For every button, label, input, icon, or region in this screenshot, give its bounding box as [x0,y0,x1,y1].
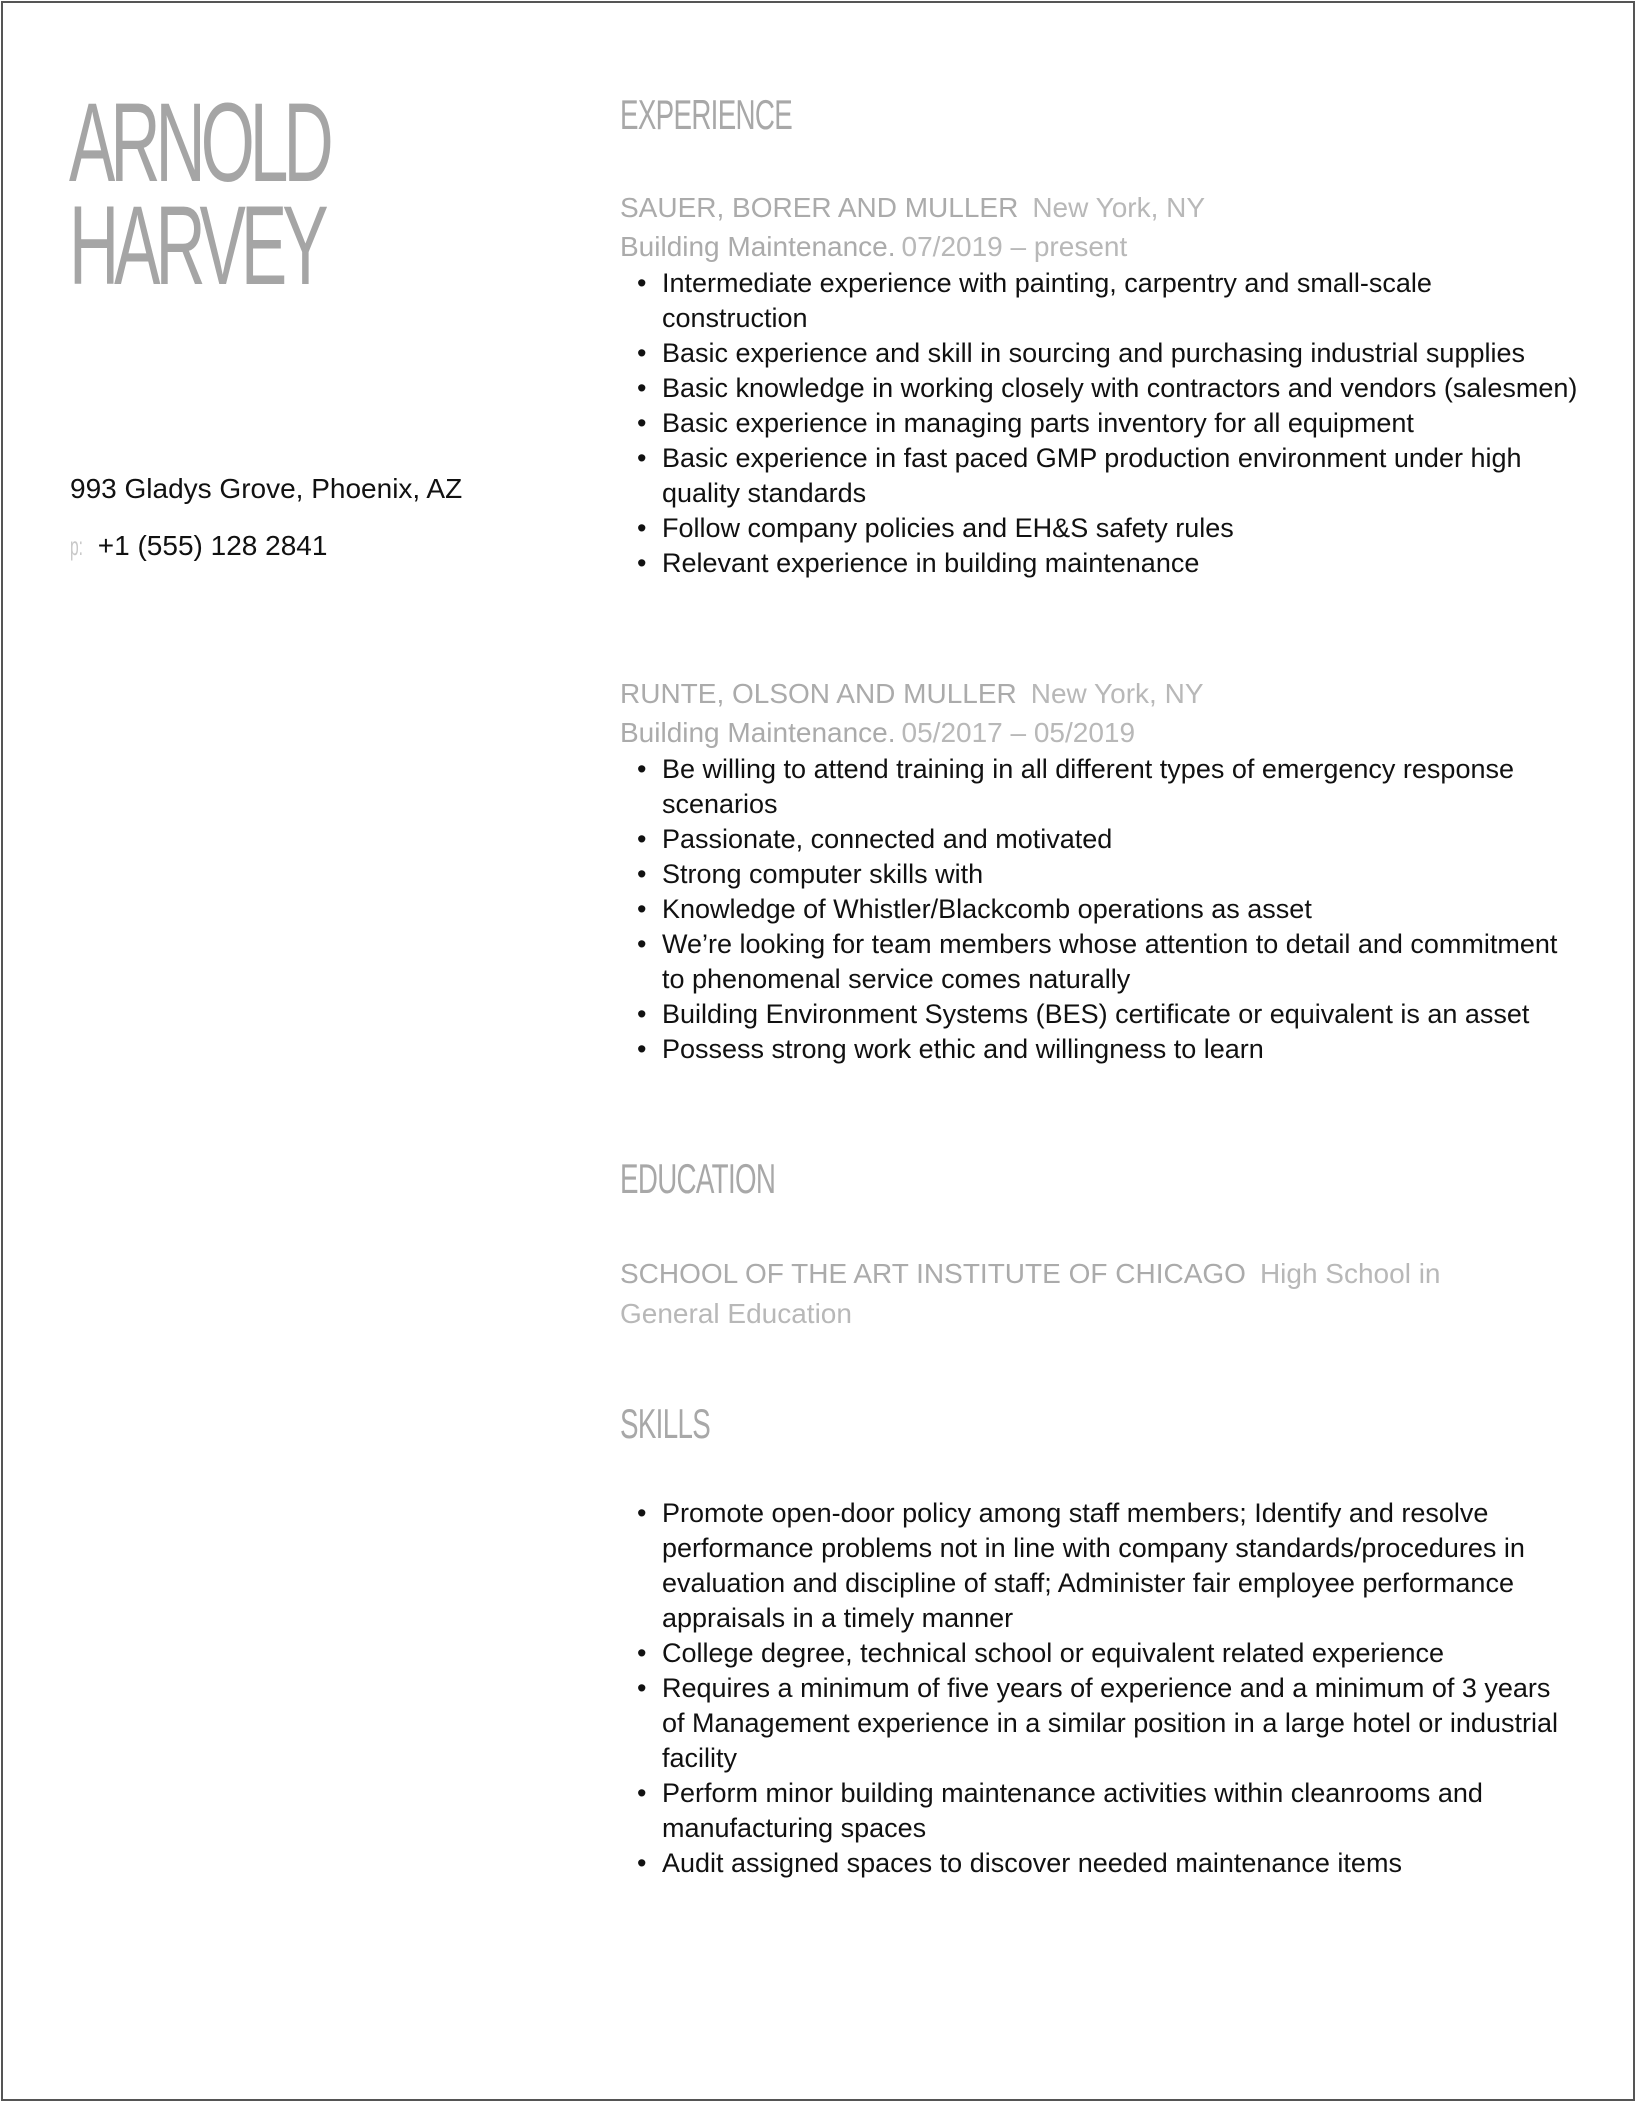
list-item: • Basic knowledge in working closely with contractors and vendors (salesmen) [620,371,1580,406]
skills-heading: SKILLS [620,1400,711,1447]
list-item: • Promote open-door policy among staff members; Identify and resolve performance problems not in line with company standards/procedures in evaluation and discipline of staff; Administer fair employee performance appraisals in a timely manner [620,1496,1580,1636]
list-item: • Basic experience in fast paced GMP production environment under high quality standards [620,441,1580,511]
list-item: • Perform minor building maintenance activities within cleanrooms and manufacturing spaces [620,1776,1580,1846]
list-item: • Basic experience and skill in sourcing and purchasing industrial supplies [620,336,1580,371]
job-header [620,188,1580,227]
resume-page [1,1,1635,2101]
job-company: SAUER, BORER AND MULLER [620,192,1019,223]
contact-address: 993 Gladys Grove, Phoenix, AZ [70,473,463,504]
phone-label: p: [70,531,84,561]
list-item: • Possess strong work ethic and willingness to learn [620,1032,1580,1067]
list-item: • Audit assigned spaces to discover needed maintenance items [620,1846,1580,1881]
job-location: New York, NY [1030,678,1204,709]
list-item: • We’re looking for team members whose attention to detail and commitment to phenomenal service comes naturally [620,927,1580,997]
job-role-line [620,713,1580,752]
first-name: ARNOLD [69,80,329,205]
skills-entry [620,1496,1580,1881]
job-bullets [620,752,1580,1067]
job-company: RUNTE, OLSON AND MULLER [620,678,1017,709]
education-school: SCHOOL OF THE ART INSTITUTE OF CHICAGO [620,1258,1246,1289]
list-item: • Be willing to attend training in all different types of emergency response scenarios [620,752,1580,822]
job-header [620,674,1580,713]
list-item: • Building Environment Systems (BES) certificate or equivalent is an asset [620,997,1580,1032]
job-role: Building Maintenance. [620,717,896,748]
list-item: • Strong computer skills with [620,857,1580,892]
list-item: • Knowledge of Whistler/Blackcomb operations as asset [620,892,1580,927]
list-item: • Intermediate experience with painting, carpentry and small-scale construction [620,266,1580,336]
list-item: • Follow company policies and EH&S safety rules [620,511,1580,546]
list-item: • Basic experience in managing parts inventory for all equipment [620,406,1580,441]
education-entry [620,1254,1500,1334]
job-location: New York, NY [1032,192,1206,223]
job-entry [620,674,1580,1067]
list-item: • Relevant experience in building maintenance [620,546,1580,581]
job-dates: 05/2017 – 05/2019 [901,717,1136,748]
job-role: Building Maintenance. [620,231,896,262]
education-heading: EDUCATION [620,1155,776,1202]
phone-number: +1 (555) 128 2841 [97,530,328,561]
list-item: • Passionate, connected and motivated [620,822,1580,857]
list-item: • Requires a minimum of five years of experience and a minimum of 3 years of Management experience in a similar position in a large hotel or industrial facility [620,1671,1580,1776]
education-degree: High School in General Education [620,1258,1441,1329]
job-role-line [620,227,1580,266]
last-name: HARVEY [69,183,324,308]
experience-heading: EXPERIENCE [620,91,793,138]
candidate-name [69,80,329,308]
job-dates: 07/2019 – present [901,231,1128,262]
contact-phone [70,528,327,564]
skills-bullets [620,1496,1580,1881]
job-bullets [620,266,1580,581]
list-item: • College degree, technical school or equivalent related experience [620,1636,1580,1671]
job-entry [620,188,1580,581]
